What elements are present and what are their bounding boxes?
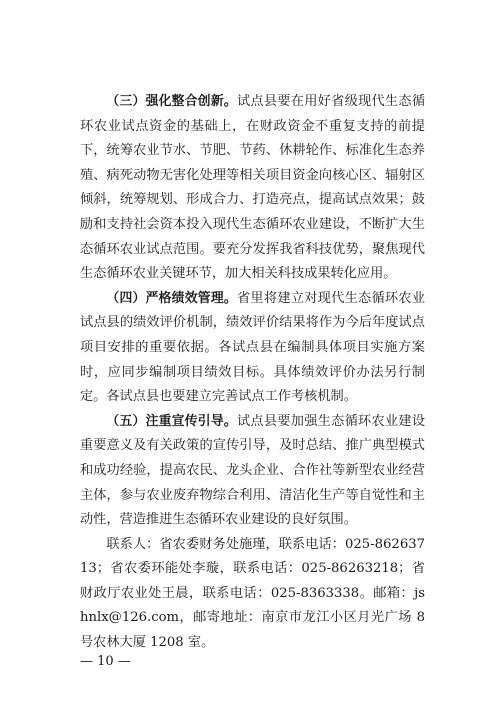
paragraph-performance-management	[80, 287, 425, 410]
page-number: — 10 —	[80, 654, 131, 669]
paragraph-text: 试点县要在用好省级现代生态循环农业试点资金的基础上，在财政资金不重复支持的前提下，统筹农业节水、节肥、节药、休耕轮作、标准化生态养殖、病死动物无害化处理等相关项目资金向核心区、辐射区倾斜，统筹规划、形成合力、打造亮点，提高试点效果；鼓励和支持社会资本投入现代生态循环农业建设，不断扩大生态循环农业试点范围。要充分发挥我省科技优势，聚焦现代生态循环农业关键环节，加大相关科技成果转化应用。	[80, 94, 426, 282]
paragraph-heading: （五）注重宣传引导。	[106, 413, 237, 429]
contact-paragraph: 联系人：省农委财务处施瑾，联系电话：025-86263713；省农委环能处李璇，联系电话：025-86263218；省财政厅农业处王晨，联系电话：025-8363338。邮箱：jshnlx@126.com，邮寄地址：南京市龙江小区月光广场 8 号农林大厦 1208 室。	[80, 536, 425, 651]
document-body	[80, 90, 425, 656]
paragraph-text: 试点县要加强生态循环农业建设重要意义及有关政策的宣传引导，及时总结、推广典型模式和成功经验，提高农民、龙头企业、合作社等新型农业经营主体，参与农业废弃物综合利用、清洁化生产等自觉性和主动性，营造推进生态循环农业建设的良好氛围。	[80, 413, 426, 528]
paragraph-heading: （四）严格绩效管理。	[106, 290, 237, 306]
paragraph-integration-innovation	[80, 90, 425, 287]
paragraph-publicity-guidance	[80, 410, 425, 533]
paragraph-heading: （三）强化整合创新。	[106, 94, 237, 109]
paragraph-text: 省里将建立对现代生态循环农业试点县的绩效评价机制，绩效评价结果将作为今后年度试点项目安排的重要依据。各试点县在编制具体项目实施方案时，应同步编制项目绩效目标。具体绩效评价办法另行制定。各试点县也要建立完善试点工作考核机制。	[80, 290, 426, 405]
